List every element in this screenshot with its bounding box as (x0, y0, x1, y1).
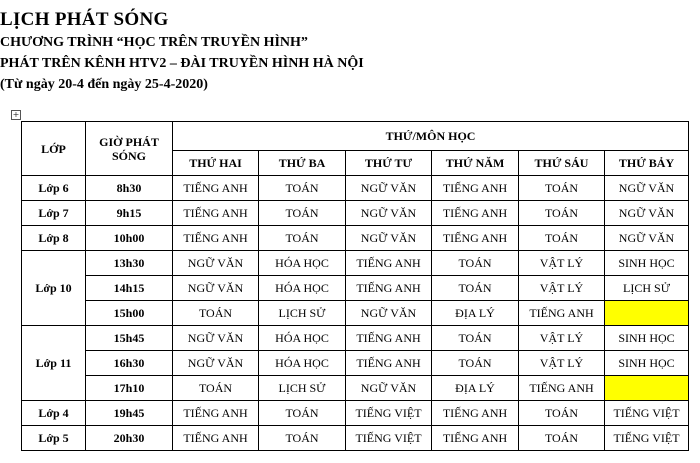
class-cell: Lớp 11 (22, 326, 86, 401)
move-handle-icon[interactable]: + (12, 110, 20, 119)
subject-cell: TOÁN (519, 426, 605, 451)
subject-cell: TIẾNG ANH (173, 226, 259, 251)
subject-cell: TIẾNG VIỆT (605, 401, 689, 426)
time-cell: 16h30 (86, 351, 173, 376)
subject-cell: NGỮ VĂN (173, 326, 259, 351)
subject-cell: NGỮ VĂN (173, 276, 259, 301)
table-row (22, 176, 689, 201)
subject-cell: TIẾNG ANH (173, 401, 259, 426)
class-cell: Lớp 4 (22, 401, 86, 426)
subject-cell: SINH HỌC (605, 251, 689, 276)
subject-cell: SINH HỌC (605, 326, 689, 351)
time-cell: 19h45 (86, 401, 173, 426)
table-row (22, 226, 689, 251)
subject-cell: NGỮ VĂN (346, 376, 432, 401)
time-cell: 15h00 (86, 301, 173, 326)
subject-cell: VẬT LÝ (519, 326, 605, 351)
time-cell: 14h15 (86, 276, 173, 301)
table-row (22, 401, 689, 426)
subject-cell: HÓA HỌC (259, 326, 346, 351)
table-row (22, 301, 689, 326)
time-cell: 20h30 (86, 426, 173, 451)
subject-cell: NGỮ VĂN (346, 176, 432, 201)
subject-cell: TOÁN (259, 401, 346, 426)
subject-cell: NGỮ VĂN (346, 301, 432, 326)
class-cell: Lớp 6 (22, 176, 86, 201)
subject-cell: NGỮ VĂN (605, 226, 689, 251)
subject-cell: VẬT LÝ (519, 351, 605, 376)
subject-cell: VẬT LÝ (519, 276, 605, 301)
header-time: GIỜ PHÁT SÓNG (86, 122, 173, 176)
subject-cell: ĐỊA LÝ (432, 301, 519, 326)
subject-cell: LỊCH SỬ (605, 276, 689, 301)
subject-cell: TIẾNG ANH (519, 376, 605, 401)
date-range: (Từ ngày 20-4 đến ngày 25-4-2020) (0, 77, 208, 92)
header-day-tue: THỨ BA (259, 151, 346, 176)
highlighted-empty-cell (605, 376, 689, 401)
subject-cell: ĐỊA LÝ (432, 376, 519, 401)
subject-cell: TIẾNG ANH (432, 226, 519, 251)
subject-cell: TOÁN (259, 426, 346, 451)
subject-cell: TIẾNG ANH (346, 276, 432, 301)
class-cell: Lớp 7 (22, 201, 86, 226)
program-subtitle: CHƯƠNG TRÌNH “HỌC TRÊN TRUYỀN HÌNH” (0, 35, 308, 50)
subject-cell: TIẾNG ANH (432, 201, 519, 226)
time-cell: 15h45 (86, 326, 173, 351)
subject-cell: TOÁN (432, 251, 519, 276)
subject-cell: TIẾNG ANH (432, 426, 519, 451)
subject-cell: HÓA HỌC (259, 351, 346, 376)
subject-cell: SINH HỌC (605, 351, 689, 376)
time-cell: 9h15 (86, 201, 173, 226)
header-subject-group: THỨ/MÔN HỌC (173, 122, 689, 151)
subject-cell: TOÁN (519, 401, 605, 426)
subject-cell: LỊCH SỬ (259, 301, 346, 326)
time-cell: 13h30 (86, 251, 173, 276)
header-day-mon: THỨ HAI (173, 151, 259, 176)
class-cell: Lớp 10 (22, 251, 86, 326)
subject-cell: NGỮ VĂN (346, 201, 432, 226)
subject-cell: TIẾNG ANH (432, 176, 519, 201)
subject-cell: TOÁN (519, 176, 605, 201)
subject-cell: HÓA HỌC (259, 251, 346, 276)
subject-cell: NGỮ VĂN (173, 351, 259, 376)
subject-cell: TIẾNG ANH (519, 301, 605, 326)
time-cell: 17h10 (86, 376, 173, 401)
header-day-sat: THỨ BẢY (605, 151, 689, 176)
subject-cell: TIẾNG ANH (173, 201, 259, 226)
subject-cell: VẬT LÝ (519, 251, 605, 276)
subject-cell: TIẾNG ANH (346, 326, 432, 351)
subject-cell: TOÁN (519, 226, 605, 251)
broadcast-schedule-table (21, 121, 689, 451)
class-cell: Lớp 5 (22, 426, 86, 451)
subject-cell: TIẾNG VIỆT (605, 426, 689, 451)
subject-cell: NGỮ VĂN (346, 226, 432, 251)
subject-cell: TIẾNG VIỆT (346, 401, 432, 426)
table-row (22, 201, 689, 226)
time-cell: 10h00 (86, 226, 173, 251)
subject-cell: TOÁN (432, 326, 519, 351)
subject-cell: TIẾNG ANH (173, 176, 259, 201)
subject-cell: TOÁN (432, 276, 519, 301)
subject-cell: TIẾNG ANH (346, 351, 432, 376)
header-day-wed: THỨ TƯ (346, 151, 432, 176)
subject-cell: TOÁN (519, 201, 605, 226)
time-cell: 8h30 (86, 176, 173, 201)
subject-cell: NGỮ VĂN (605, 201, 689, 226)
table-row (22, 251, 689, 276)
header-class: LỚP (22, 122, 86, 176)
header-day-thu: THỨ NĂM (432, 151, 519, 176)
class-cell: Lớp 8 (22, 226, 86, 251)
table-row (22, 376, 689, 401)
header-day-fri: THỨ SÁU (519, 151, 605, 176)
subject-cell: NGỮ VĂN (173, 251, 259, 276)
subject-cell: HÓA HỌC (259, 276, 346, 301)
highlighted-empty-cell (605, 301, 689, 326)
subject-cell: TOÁN (259, 176, 346, 201)
table-row (22, 351, 689, 376)
subject-cell: LỊCH SỬ (259, 376, 346, 401)
channel-line: PHÁT TRÊN KÊNH HTV2 – ĐÀI TRUYỀN HÌNH HÀ NỘI (0, 56, 364, 71)
table-row (22, 326, 689, 351)
subject-cell: TIẾNG ANH (173, 426, 259, 451)
document-title: LỊCH PHÁT SÓNG (0, 9, 169, 30)
subject-cell: TOÁN (173, 301, 259, 326)
subject-cell: TIẾNG VIỆT (346, 426, 432, 451)
subject-cell: TIẾNG ANH (346, 251, 432, 276)
subject-cell: TIẾNG ANH (432, 401, 519, 426)
subject-cell: TOÁN (432, 351, 519, 376)
subject-cell: TOÁN (259, 226, 346, 251)
subject-cell: NGỮ VĂN (605, 176, 689, 201)
subject-cell: TOÁN (259, 201, 346, 226)
table-row (22, 276, 689, 301)
schedule-body (22, 176, 689, 451)
subject-cell: TOÁN (173, 376, 259, 401)
table-row (22, 426, 689, 451)
